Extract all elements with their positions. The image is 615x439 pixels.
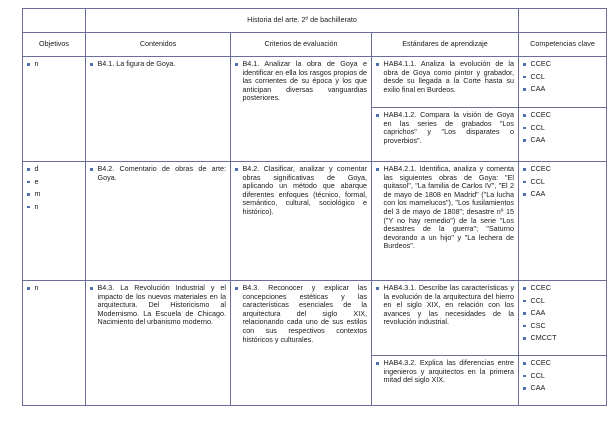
bullet-icon [90, 287, 93, 290]
bullet-icon [376, 63, 379, 66]
competencia-item-text: CMCCT [530, 333, 557, 343]
column-header-estandares: Estándares de aprendizaje [372, 33, 519, 57]
competencias-cell [519, 162, 607, 281]
estandar-cell [372, 356, 519, 406]
criterio-item-text: B4.2. Clasificar, analizar y comentar obras significativas de Goya, aplicando un método que abarque diferentes enfoques (técnico, formal, semántico, cultural, sociológico e histórico). [242, 164, 367, 216]
bullet-icon [523, 127, 526, 130]
competencia-item [523, 334, 602, 343]
competencia-item [523, 372, 602, 381]
objetivo-item [27, 178, 81, 187]
contenido-cell [86, 162, 231, 281]
contenido-item-text: B4.1. La figura de Goya. [97, 59, 176, 68]
objetivos-cell [23, 162, 86, 281]
competencia-item-text: CCEC [530, 283, 551, 292]
bullet-icon [523, 337, 526, 340]
contenido-item [90, 60, 226, 69]
objetivo-item [27, 165, 81, 174]
competencia-item [523, 124, 602, 133]
contenido-item [90, 284, 226, 327]
objetivo-item [27, 203, 81, 212]
competencia-item-text: CAA [530, 135, 546, 145]
criterio-item [235, 284, 367, 344]
objetivo-item [27, 284, 81, 293]
table-title: Historia del arte. 2º de bachillerato [86, 9, 519, 33]
bullet-icon [376, 362, 379, 365]
objetivo-item [27, 190, 81, 199]
estandar-item [376, 284, 514, 327]
competencia-item-text: CAA [530, 84, 546, 94]
competencias-cell [519, 356, 607, 406]
competencia-item-text: CCEC [530, 59, 551, 68]
contenido-item-text: B4.3. La Revolución Industrial y el impacto de los nuevos materiales en la arquitectura. Del Historicismo al Modernismo. La Escuela de Chicago. Nacimiento del urbanismo moderno. [97, 283, 226, 327]
estandar-cell [372, 57, 519, 108]
criterio-cell [231, 281, 372, 406]
competencia-item [523, 297, 602, 306]
competencia-item [523, 322, 602, 331]
competencia-item [523, 73, 602, 82]
estandar-item-text: HAB4.2.1. Identifica, analiza y comenta las siguientes obras de Goya: "El quitasol", "La familia de Carlos IV", "El 2 de mayo de 1808 en Madrid" ("La lucha con los mamelucos"), "Los fusilamientos del 3 de mayo de 1808"; desastre nº 15 ("Y no hay remedio") de la serie "Los desastres de la guerra"; "Saturno devorando a un hijo" y "La lechera de Burdeos". [383, 164, 515, 251]
competencias-cell [519, 281, 607, 356]
bullet-icon [235, 63, 238, 66]
bullet-icon [523, 362, 526, 365]
objetivo-item-text: d [34, 164, 39, 173]
competencia-item [523, 165, 602, 174]
competencia-item-text: CSC [530, 320, 546, 330]
objetivo-item-text: e [34, 176, 39, 186]
bullet-icon [523, 193, 526, 196]
competencias-cell [519, 108, 607, 162]
bullet-icon [376, 287, 379, 290]
estandar-item [376, 165, 514, 251]
criterio-cell [231, 57, 372, 162]
criterio-item [235, 60, 367, 103]
bullet-icon [523, 375, 526, 378]
estandar-cell [372, 281, 519, 356]
competencia-item-text: CAA [530, 383, 546, 393]
header-spacer [23, 9, 86, 33]
bullet-icon [523, 139, 526, 142]
objetivo-item-text: n [34, 201, 39, 211]
competencia-item-text: CAA [530, 189, 546, 199]
bullet-icon [27, 181, 30, 184]
criterio-cell [231, 162, 372, 281]
bullet-icon [523, 114, 526, 117]
bullet-icon [27, 287, 30, 290]
competencia-item-text: CCL [530, 122, 545, 132]
competencia-item [523, 384, 602, 393]
competencia-item [523, 136, 602, 145]
column-header-objetivos: Objetivos [23, 33, 86, 57]
column-header-contenidos: Contenidos [86, 33, 231, 57]
objetivo-item-text: n [34, 283, 39, 292]
estandar-cell [372, 162, 519, 281]
criterio-item-text: B4.3. Reconocer y explicar las concepciones estéticas y las características esenciales de la arquitectura del siglo XIX, relacionando cada uno de sus estilos con sus respectivos contextos históricos y culturales. [242, 283, 367, 344]
contenido-item [90, 165, 226, 182]
contenido-item-text: B4.2. Comentario de obras de arte: Goya. [97, 164, 226, 182]
bullet-icon [90, 63, 93, 66]
bullet-icon [27, 168, 30, 171]
estandar-item-text: HAB4.3.1. Describe las características y la evolución de la arquitectura del hierro en el siglo XIX, en relación con los avances y las necesidades de la revolución industrial. [383, 283, 515, 327]
curriculum-table [22, 8, 607, 406]
competencia-item [523, 85, 602, 94]
competencia-item [523, 359, 602, 368]
competencia-item [523, 60, 602, 69]
competencia-item [523, 284, 602, 293]
bullet-icon [523, 76, 526, 79]
competencia-item-text: CCL [530, 176, 545, 186]
column-header-competencias: Competencias clave [519, 33, 607, 57]
bullet-icon [523, 312, 526, 315]
estandar-item-text: HAB4.1.2. Compara la visión de Goya en las series de grabados "Los caprichos" y "Los disparates o proverbios". [383, 110, 515, 145]
competencia-item-text: CCEC [530, 164, 551, 173]
competencia-item-text: CAA [530, 308, 546, 318]
table-row [23, 162, 607, 281]
contenido-cell [86, 57, 231, 162]
criterio-item [235, 165, 367, 217]
estandar-item [376, 359, 514, 385]
estandar-item [376, 111, 514, 145]
bullet-icon [523, 325, 526, 328]
bullet-icon [523, 63, 526, 66]
bullet-icon [90, 168, 93, 171]
competencia-item [523, 111, 602, 120]
bullet-icon [523, 300, 526, 303]
bullet-icon [27, 193, 30, 196]
bullet-icon [235, 287, 238, 290]
bullet-icon [523, 387, 526, 390]
competencia-item-text: CCL [530, 295, 545, 305]
competencia-item-text: CCL [530, 71, 545, 81]
competencia-item [523, 178, 602, 187]
header-spacer-right [519, 9, 607, 33]
competencia-item-text: CCL [530, 370, 545, 380]
competencia-item [523, 309, 602, 318]
table-row [23, 57, 607, 108]
estandar-cell [372, 108, 519, 162]
bullet-icon [27, 63, 30, 66]
table-row [23, 281, 607, 356]
estandar-item [376, 60, 514, 94]
criterio-item-text: B4.1. Analizar la obra de Goya e identificar en ella los rasgos propios de las corrientes de su época y los que anticipan diversas vanguardias posteriores. [242, 59, 367, 103]
bullet-icon [235, 168, 238, 171]
competencias-cell [519, 57, 607, 108]
competencia-item-text: CCEC [530, 110, 551, 119]
competencia-item [523, 190, 602, 199]
objetivos-cell [23, 57, 86, 162]
objetivo-item [27, 60, 81, 69]
bullet-icon [523, 181, 526, 184]
bullet-icon [376, 114, 379, 117]
objetivo-item-text: m [34, 189, 41, 199]
bullet-icon [523, 168, 526, 171]
column-header-criterios: Criterios de evaluación [231, 33, 372, 57]
objetivo-item-text: n [34, 59, 39, 68]
bullet-icon [376, 168, 379, 171]
competencia-item-text: CCEC [530, 358, 551, 367]
contenido-cell [86, 281, 231, 406]
objetivos-cell [23, 281, 86, 406]
bullet-icon [523, 88, 526, 91]
estandar-item-text: HAB4.1.1. Analiza la evolución de la obra de Goya como pintor y grabador, desde su llegada a la Corte hasta su exilio final en Burdeos. [383, 59, 515, 94]
bullet-icon [523, 287, 526, 290]
bullet-icon [27, 206, 30, 209]
estandar-item-text: HAB4.3.2. Explica las diferencias entre ingenieros y arquitectos en la primera mitad del siglo XIX. [383, 358, 515, 385]
